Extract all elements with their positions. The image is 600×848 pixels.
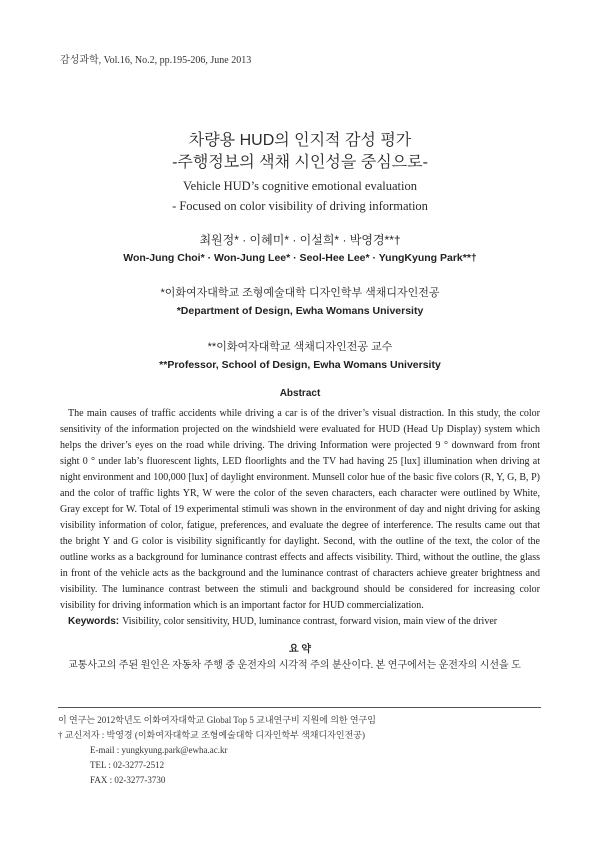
abstract-section xyxy=(60,386,540,674)
affiliation-2-korean: **이화여자대학교 색채디자인전공 교수 xyxy=(207,341,393,353)
footnote-divider xyxy=(58,707,541,708)
keywords-line xyxy=(60,614,540,630)
affiliation-1-english: *Department of Design, Ewha Womans University xyxy=(176,305,424,317)
korean-abstract-body: 교통사고의 주된 원인은 자동차 주행 중 운전자의 시각적 주의 분산이다. 본 연구에서는 운전자의 시선을 도 xyxy=(68,660,521,671)
contact-email: E-mail : yungkyung.park@ewha.ac.kr xyxy=(90,745,228,755)
korean-abstract-heading: 요 약 xyxy=(288,644,312,655)
english-subtitle: - Focused on color visibility of driving information xyxy=(172,199,428,213)
affiliation-1-korean: *이화여자대학교 조형예술대학 디자인학부 색채디자인전공 xyxy=(160,287,440,299)
corresponding-author-note: † 교신저자 : 박영경 (이화여자대학교 조형예술대학 디자인학부 색채디자인전공) xyxy=(58,730,365,740)
funding-note: 이 연구는 2012학년도 이화여자대학교 Global Top 5 교내연구비 지원에 의한 연구임 xyxy=(58,715,376,725)
contact-fax: FAX : 02-3277-3730 xyxy=(90,775,166,785)
keywords-list: Visibility, color sensitivity, HUD, luminance contrast, forward vision, main view of the driver xyxy=(122,616,498,627)
keywords-label: Keywords: xyxy=(68,616,120,627)
journal-citation: 감성과학, Vol.16, No.2, pp.195-206, June 2013 xyxy=(60,55,252,66)
authors-english: Won-Jung Choi* · Won-Jung Lee* · Seol-Hee Lee* · YungKyung Park**† xyxy=(123,252,477,264)
korean-title: 차량용 HUD의 인지적 감성 평가 xyxy=(188,132,412,149)
authors-korean: 최원정* · 이혜미* · 이설희* · 박영경**† xyxy=(199,233,401,247)
english-title: Vehicle HUD’s cognitive emotional evaluation xyxy=(183,179,417,193)
footnotes xyxy=(58,713,541,788)
contact-tel: TEL : 02-3277-2512 xyxy=(90,760,165,770)
affiliation-2-english: **Professor, School of Design, Ewha Womans University xyxy=(159,359,441,371)
abstract-heading: Abstract xyxy=(279,388,321,399)
abstract-body: The main causes of traffic accidents while driving a car is of the driver’s visual distraction. In this study, the color sensitivity of the information projected on the windshield were evaluated for HUD (Head Up Display) system which helps the driver’s eyes on the road while driving. The driving Information were projected 9 ° downward from front sight 0 ° under lab’s fluorescent lights, LED floorlights and the TV had having 25 [lux] illumination when driving at night environment and 100,000 [lux] of daylight environment. Munsell color hue of the basic five colors (R, Y, G, B, P) and the color of traffic lights YR, W were the color of the seven characters, each character were outlined by White, Gray except for W. Total of 19 experimental stimuli was shown in the environment of day and night driving for asking visibility information of color, fatigue, preferences, and evaluate the degree of interference. The results came out that the bright Y and G color is visibility significantly for daylight. Second, with the outline of the text, the color of the outline works as a background for luminance contrast effects and affects visibility. Third, without the outline, the glass in front of the vehicle acts as the background and the luminance contrast of characters achieve greater brightness and visibility. The luminance contrast between the stimuli and background should be considered for increasing color visibility for driving information which is an important factor for HUD commercialization. xyxy=(60,408,540,611)
korean-subtitle: -주행정보의 색채 시인성을 중심으로- xyxy=(172,154,428,171)
